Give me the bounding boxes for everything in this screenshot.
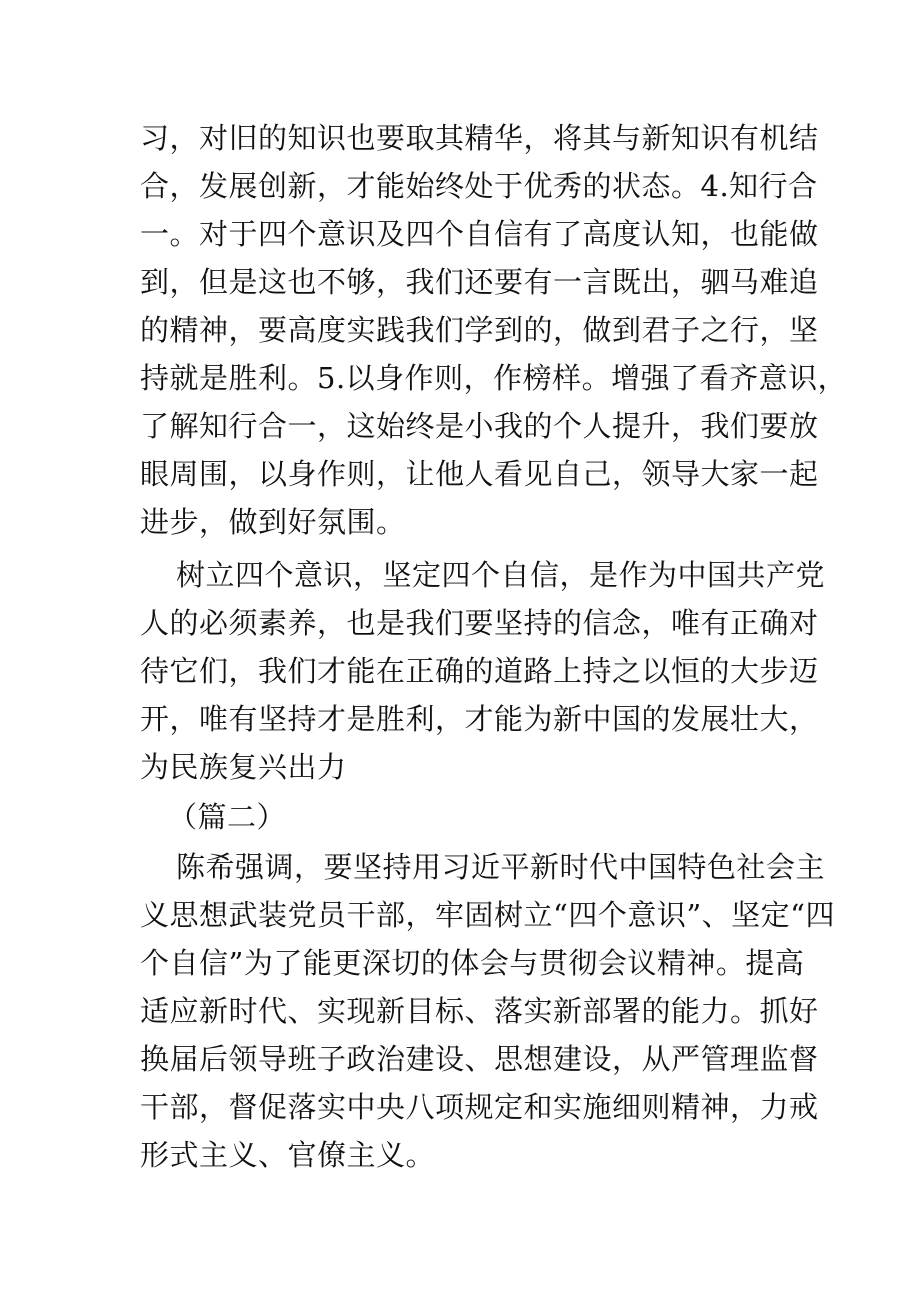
text-line: 换届后领导班子政治建设、思想建设，从严管理监督 (140, 1042, 819, 1076)
text-line: 为民族复兴出力 (140, 750, 347, 784)
text-line: 习，对旧的知识也要取其精华，将其与新知识有机结 (140, 121, 819, 155)
text-line: 到，但是这也不够，我们还要有一言既出，驷马难追 (140, 265, 819, 299)
text-line: 义思想武装党员干部，牢固树立“四个意识”、坚定“四 (140, 898, 835, 932)
text-line: 眼周围，以身作则，让他人看见自己，领导大家一起 (140, 457, 819, 491)
text-line: 适应新时代、实现新目标、落实新部署的能力。抓好 (140, 994, 819, 1028)
text-line: 人的必须素养，也是我们要坚持的信念，唯有正确对 (140, 606, 819, 640)
text-line: 的精神，要高度实践我们学到的，做到君子之行，坚 (140, 313, 819, 347)
text-line: 个自信”为了能更深切的体会与贯彻会议精神。提高 (140, 946, 805, 980)
paragraph-start-line: 陈希强调，要坚持用习近平新时代中国特色社会主 (176, 850, 826, 884)
paragraph-start-line: 树立四个意识，坚定四个自信，是作为中国共产党 (176, 558, 826, 592)
text-line: 开，唯有坚持才是胜利，才能为新中国的发展壮大， (140, 702, 819, 736)
text-line: 形式主义、官僚主义。 (140, 1138, 436, 1172)
section-heading: （篇二） (168, 800, 287, 834)
text-line: 了解知行合一，这始终是小我的个人提升，我们要放 (140, 409, 819, 443)
text-line: 合，发展创新，才能始终处于优秀的状态。4.知行合 (140, 169, 818, 203)
text-line: 待它们，我们才能在正确的道路上持之以恒的大步迈 (140, 654, 819, 688)
text-line: 干部，督促落实中央八项规定和实施细则精神，力戒 (140, 1090, 819, 1124)
text-line: 一。对于四个意识及四个自信有了高度认知，也能做 (140, 217, 819, 251)
text-line: 进步，做到好氛围。 (140, 505, 406, 539)
text-line: 持就是胜利。5.以身作则，作榜样。增强了看齐意识， (140, 361, 848, 395)
